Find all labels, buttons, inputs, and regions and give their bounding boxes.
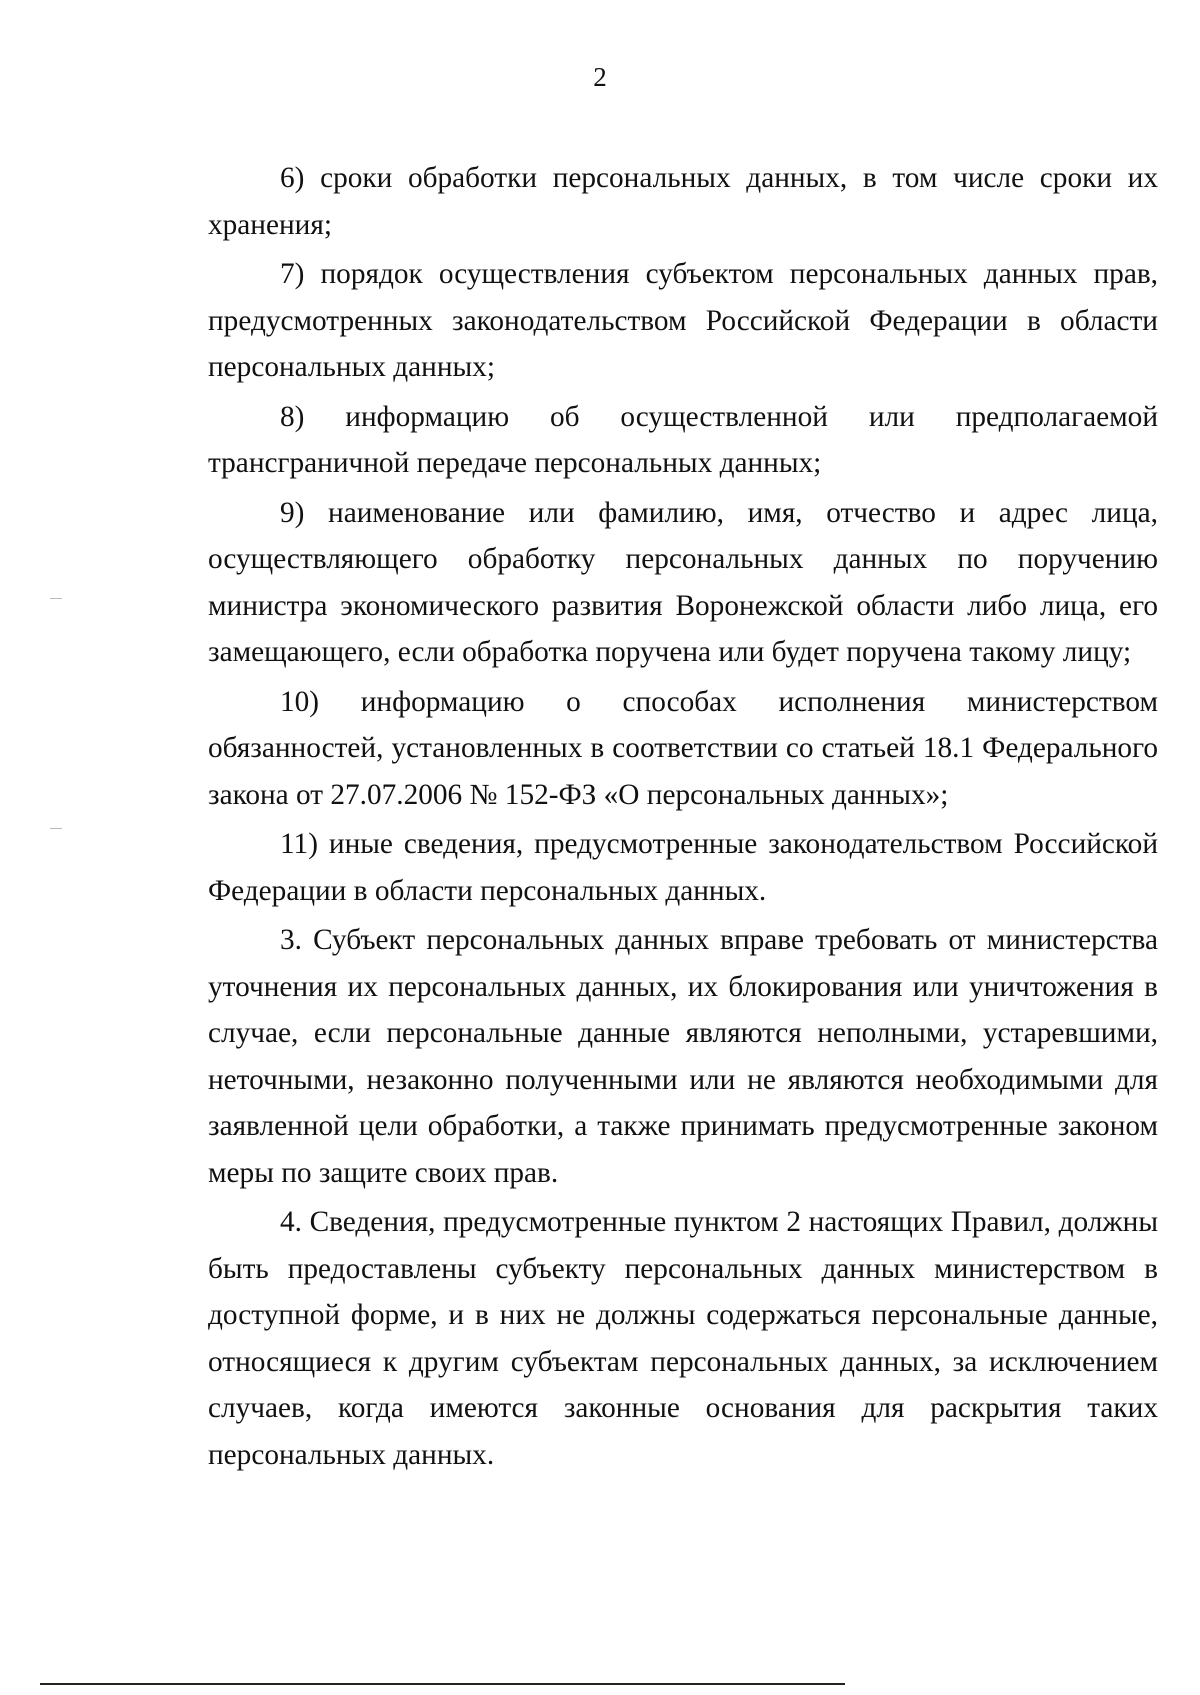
scan-margin-mark: [50, 828, 62, 829]
list-item-11: 11) иные сведения, предусмотренные законодательством Российской Федерации в области персональных данных.: [208, 828, 1158, 907]
clause-4: 4. Сведения, предусмотренные пунктом 2 настоящих Правил, должны быть предоставлены субъекту персональных данных министерством в доступной форме, и в них не должны содержаться персональные данные, относящиеся к другим субъектам персональных данных, за исключением случаев, когда имеются законные основания для раскрытия таких персональных данных.: [208, 1206, 1158, 1471]
bottom-divider: [40, 1683, 845, 1685]
list-item-9: 9) наименование или фамилию, имя, отчество и адрес лица, осуществляющего обработку персональных данных по поручению министра экономического развития Воронежской области либо лица, его замещающего, если обработка поручена или будет поручена такому лицу;: [208, 496, 1158, 668]
scan-margin-mark: [50, 598, 62, 599]
page-number: 2: [593, 62, 607, 92]
list-item-6: 6) сроки обработки персональных данных, в том числе сроки их хранения;: [208, 162, 1158, 241]
clause-3: 3. Субъект персональных данных вправе требовать от министерства уточнения их персональных данных, их блокирования или уничтожения в случае, если персональные данные являются неполными, устаревшими, неточными, незаконно полученными или не являются необходимыми для заявленной цели обработки, а также принимать предусмотренные законом меры по защите своих прав.: [208, 924, 1158, 1189]
list-item-8: 8) информацию об осуществленной или предполагаемой трансграничной передаче персональных данных;: [208, 400, 1158, 479]
list-item-7: 7) порядок осуществления субъектом персональных данных прав, предусмотренных законодательством Российской Федерации в области персональных данных;: [208, 258, 1158, 383]
list-item-10: 10) информацию о способах исполнения министерством обязанностей, установленных в соответствии со статьей 18.1 Федерального закона от 27.07.2006 № 152-ФЗ «О персональных данных»;: [208, 685, 1158, 811]
document-body: [208, 155, 1158, 1481]
